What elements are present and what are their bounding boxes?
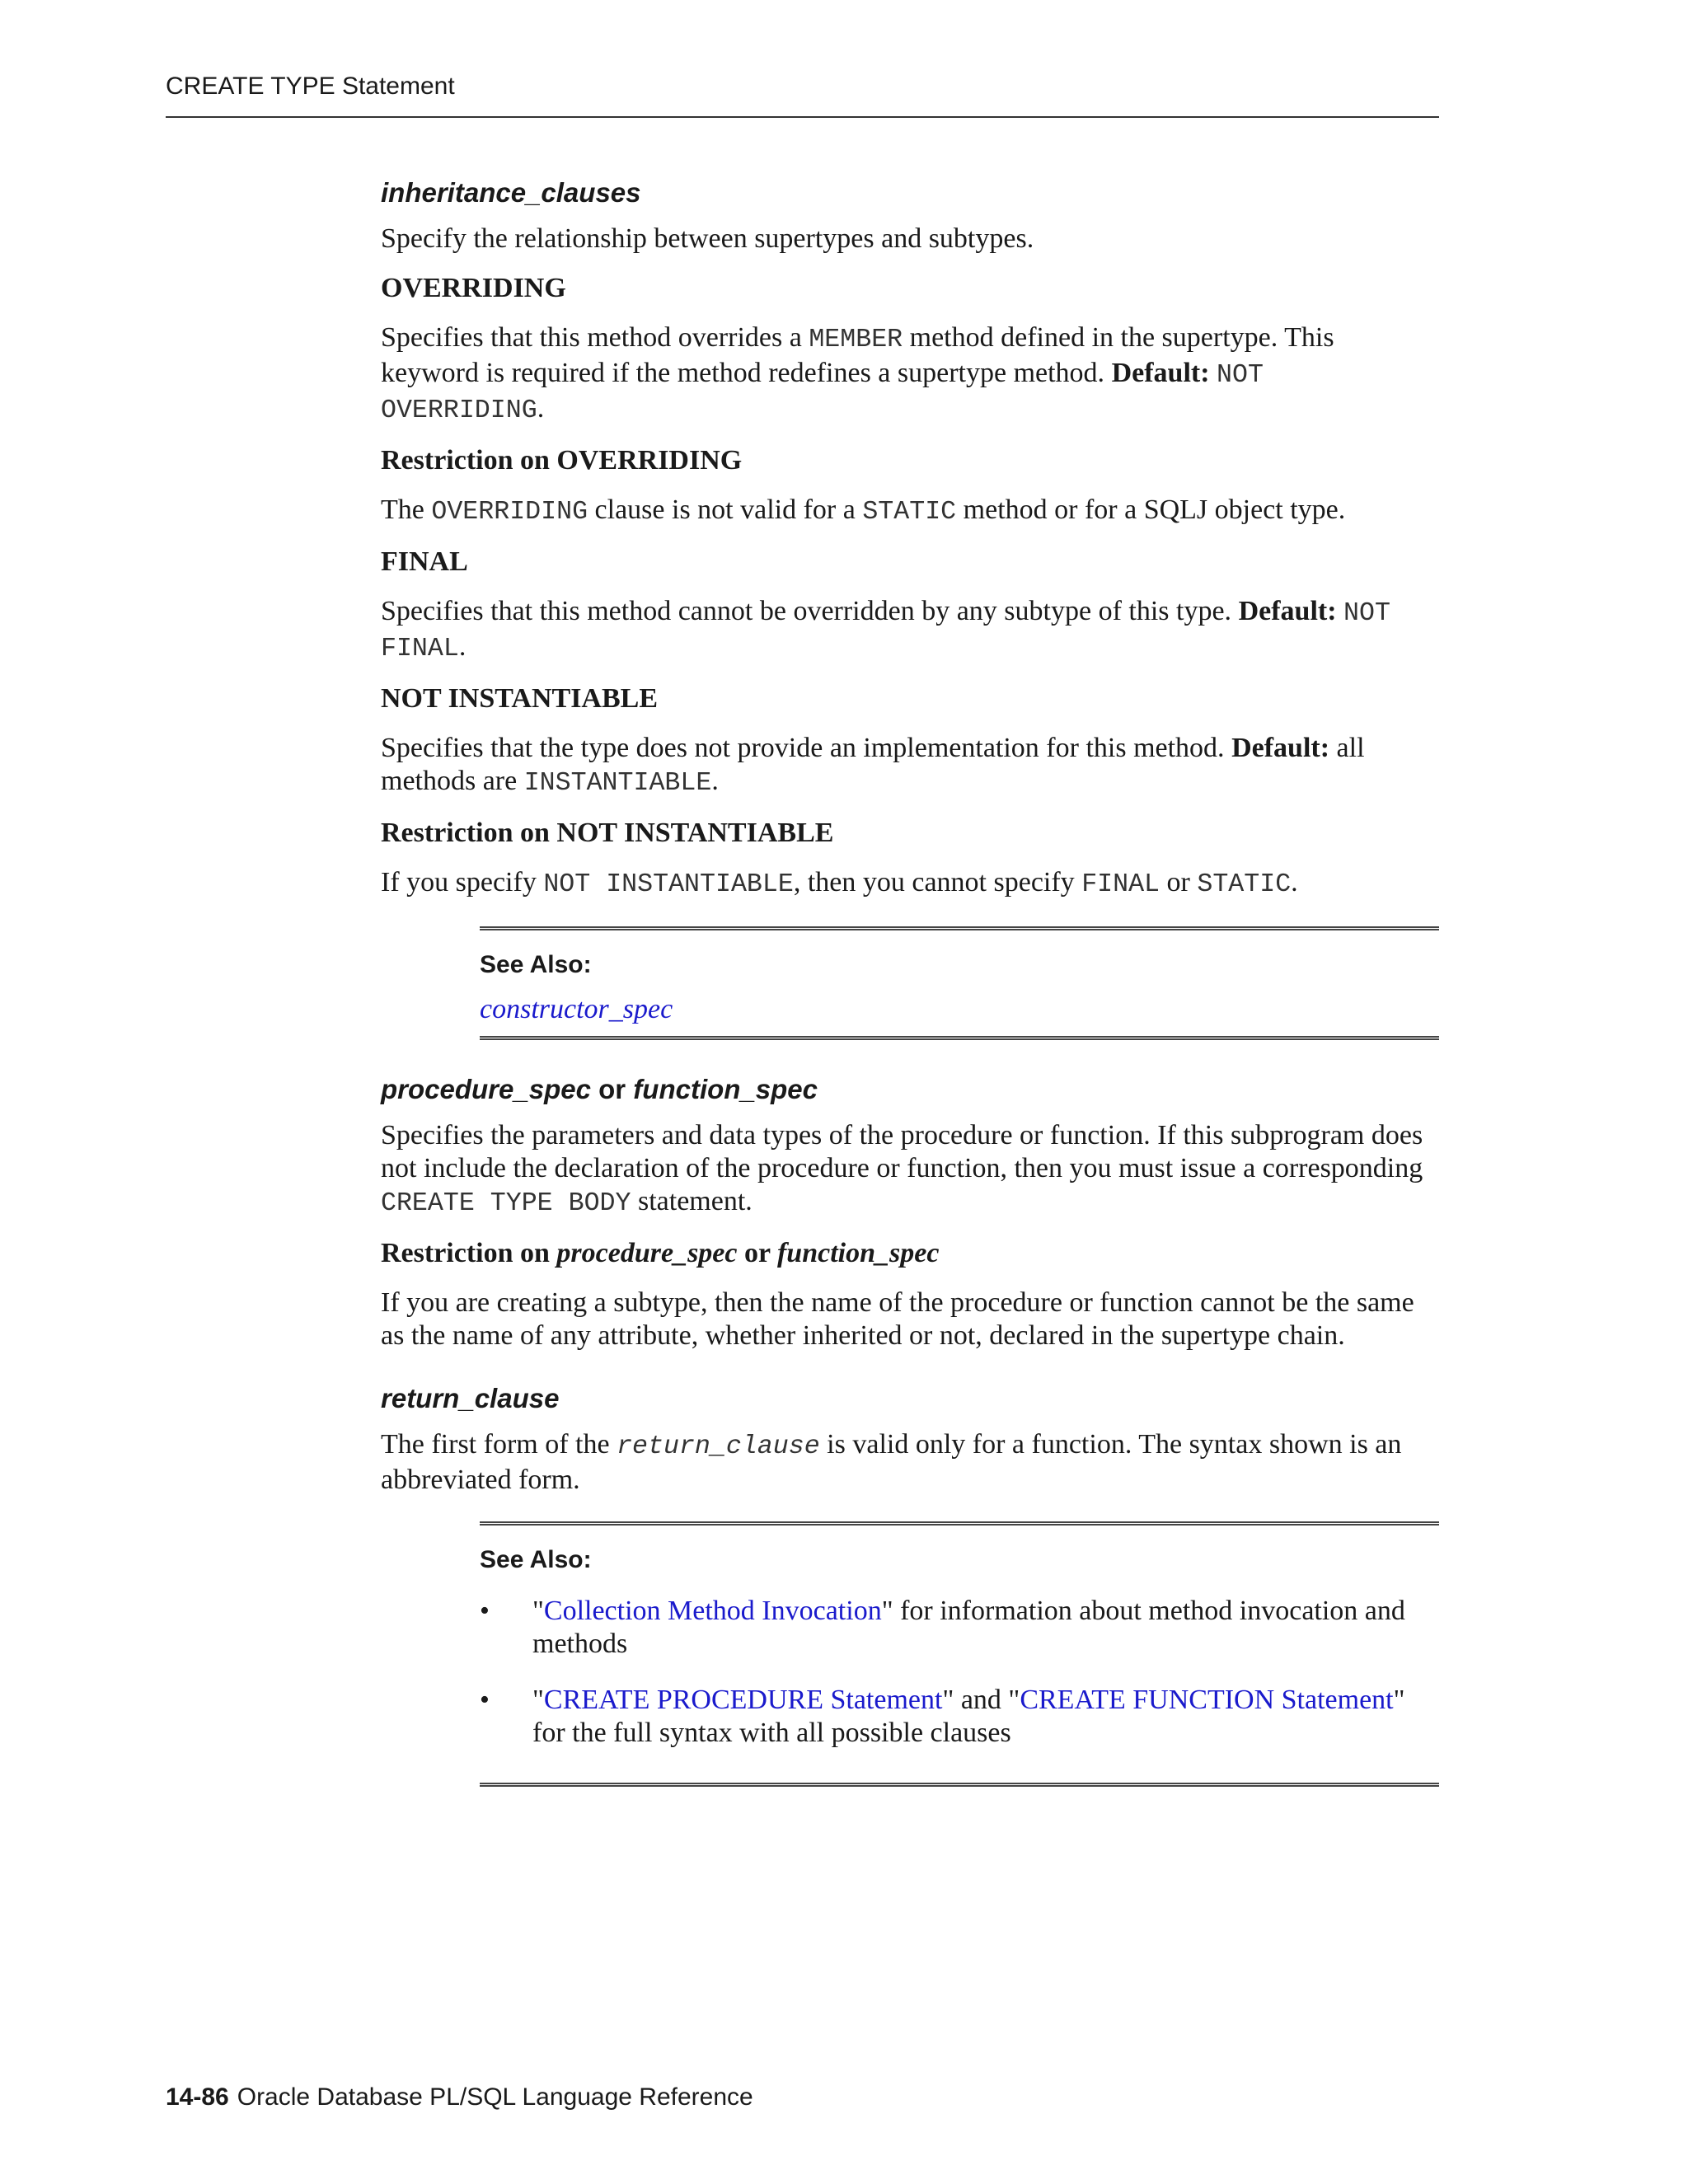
overriding-description — [381, 321, 1439, 428]
text: for the full syntax with all possible clauses — [532, 1718, 1011, 1748]
page-footer — [166, 2083, 753, 2111]
text: Restriction on — [381, 1238, 557, 1268]
see-also-box — [480, 926, 1439, 1040]
default-label: Default: — [1111, 358, 1210, 388]
see-also-title: See Also: — [480, 951, 592, 978]
code-final: FINAL — [1081, 870, 1160, 899]
code-instantiable: INSTANTIABLE — [523, 769, 712, 798]
text: " — [1393, 1685, 1405, 1715]
see-also-list — [480, 1595, 1439, 1750]
text: is valid only for a function. The syntax shown is an abbreviated form. — [381, 1429, 1402, 1495]
code-return-clause: return_clause — [617, 1432, 820, 1461]
link-collection-method-invocation[interactable]: Collection Method Invocation — [543, 1596, 882, 1626]
code-static: STATIC — [862, 498, 957, 527]
main-content — [381, 176, 1439, 1820]
text: Specifies that this method overrides a — [381, 322, 809, 353]
text: for information about method invocation and methods — [532, 1596, 1405, 1659]
text: " — [532, 1596, 544, 1626]
text: statement. — [631, 1186, 753, 1216]
final-label: FINAL — [381, 546, 468, 577]
restriction-not-instantiable-label: Restriction on NOT INSTANTIABLE — [381, 818, 834, 848]
final-description — [381, 595, 1439, 666]
see-also-title: See Also: — [480, 1546, 592, 1573]
link-constructor-spec[interactable]: constructor_spec — [480, 994, 673, 1024]
code-not-instantiable: NOT INSTANTIABLE — [543, 870, 794, 899]
code-overriding: OVERRIDING — [431, 498, 588, 527]
book-title: Oracle Database PL/SQL Language Reference — [237, 2083, 753, 2111]
text: or — [737, 1238, 777, 1268]
code-not-final: NOT FINAL — [381, 599, 1390, 663]
text: Specifies that the type does not provide an implementation for this method. — [381, 733, 1232, 763]
return-clause-description — [381, 1428, 1439, 1497]
text: or — [1160, 867, 1198, 898]
text: . — [537, 393, 545, 424]
code-not-overriding: NOT OVERRIDING — [381, 361, 1264, 425]
heading-procedure-function-spec — [381, 1073, 1439, 1106]
link-create-procedure-statement[interactable]: CREATE PROCEDURE Statement — [543, 1685, 943, 1715]
header-rule — [166, 116, 1439, 118]
text: " — [881, 1596, 893, 1626]
overriding-label: OVERRIDING — [381, 273, 566, 303]
see-also-box — [480, 1521, 1439, 1787]
page-number: 14-86 — [166, 2083, 229, 2111]
bullet-icon: • — [480, 1685, 490, 1715]
not-instantiable-label: NOT INSTANTIABLE — [381, 683, 659, 714]
procedure-spec-description — [381, 1119, 1439, 1221]
text: method or for a SQLJ object type. — [956, 494, 1346, 525]
inheritance-intro: Specify the relationship between supertypes and subtypes. — [381, 223, 1034, 254]
text: procedure_spec — [556, 1238, 738, 1268]
bullet-icon: • — [480, 1596, 490, 1626]
text: clause is not valid for a — [588, 494, 863, 525]
text: , then you cannot specify — [793, 867, 1082, 898]
heading-part: function_spec — [633, 1074, 818, 1104]
not-instantiable-description — [381, 732, 1439, 800]
text: " — [532, 1685, 544, 1715]
running-header: CREATE TYPE Statement — [166, 73, 455, 100]
restriction-not-instantiable-description — [381, 866, 1439, 902]
code-create-type-body: CREATE TYPE BODY — [381, 1189, 631, 1218]
list-item — [480, 1595, 1439, 1661]
text: . — [458, 631, 467, 662]
list-item — [480, 1684, 1439, 1750]
heading-part: procedure_spec — [381, 1074, 591, 1104]
restriction-overriding-label: Restriction on OVERRIDING — [381, 445, 743, 476]
text: function_spec — [776, 1238, 940, 1268]
text: The — [381, 494, 432, 525]
code-member: MEMBER — [809, 326, 903, 354]
heading-part: or — [590, 1074, 634, 1104]
text: . — [711, 766, 719, 796]
code-static: STATIC — [1197, 870, 1292, 899]
restriction-procedure-label — [381, 1237, 1439, 1270]
restriction-overriding-description — [381, 494, 1439, 529]
text: all methods are — [381, 733, 1365, 796]
text: . — [1291, 867, 1298, 898]
text: " and " — [942, 1685, 1020, 1715]
heading-return-clause: return_clause — [381, 1383, 560, 1413]
restriction-procedure-description: If you are creating a subtype, then the name of the procedure or function cannot be the same as the name of any attribute, whether inherited or not, declared in the supertype chain. — [381, 1287, 1414, 1351]
text: The first form of the — [381, 1429, 617, 1460]
text: method defined in the supertype. This keyword is required if the method redefines a supertype method. — [381, 322, 1334, 388]
default-label: Default: — [1231, 733, 1330, 763]
link-create-function-statement[interactable]: CREATE FUNCTION Statement — [1020, 1685, 1394, 1715]
text: If you specify — [381, 867, 544, 898]
heading-inheritance-clauses: inheritance_clauses — [381, 177, 641, 208]
default-label: Default: — [1238, 596, 1337, 626]
text: Specifies that this method cannot be overridden by any subtype of this type. — [381, 596, 1239, 626]
text: Specifies the parameters and data types of the procedure or function. If this subprogram does not include the declaration of the procedure or function, then you must issue a corresponding — [381, 1120, 1423, 1183]
